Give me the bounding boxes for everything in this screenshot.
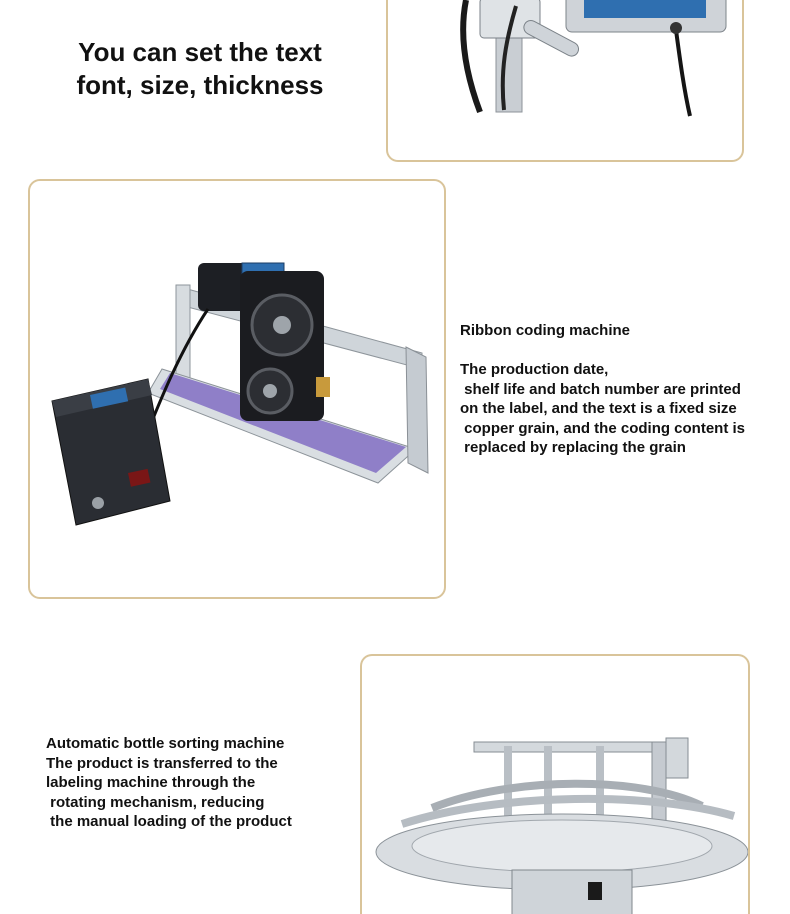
sorting-line-5: the manual loading of the product xyxy=(46,813,292,830)
spacer xyxy=(460,341,780,361)
headline-line-1: You can set the text xyxy=(78,37,322,67)
headline xyxy=(40,36,360,102)
ribbon-coding-machine-image-frame xyxy=(28,179,446,599)
ribbon-coding-description xyxy=(460,321,780,458)
bottle-sorting-machine-image-frame xyxy=(360,654,750,914)
bottle-sorting-machine-illustration xyxy=(362,656,750,914)
ribbon-body-line-3: on the label, and the text is a fixed size xyxy=(460,400,737,417)
ribbon-body-line-4: copper grain, and the coding content is xyxy=(460,419,746,437)
ribbon-body-line-2: shelf life and batch number are printed xyxy=(460,380,741,398)
bottle-sorting-description xyxy=(46,734,356,832)
ribbon-body-line-5: replaced by replacing the grain xyxy=(460,439,686,456)
sorting-line-3: labeling machine through the xyxy=(46,774,256,791)
ribbon-body-line-1: The production date, xyxy=(460,361,609,378)
inkjet-printer-illustration xyxy=(388,0,744,162)
sorting-line-4: rotating mechanism, reducing xyxy=(46,793,265,811)
inkjet-printer-image-frame xyxy=(386,0,744,162)
headline-line-2: font, size, thickness xyxy=(76,70,324,100)
ribbon-title: Ribbon coding machine xyxy=(460,322,631,339)
sorting-line-1: Automatic bottle sorting machine xyxy=(46,735,285,752)
sorting-line-2: The product is transferred to the xyxy=(46,754,278,772)
ribbon-coding-machine-illustration xyxy=(30,181,446,599)
